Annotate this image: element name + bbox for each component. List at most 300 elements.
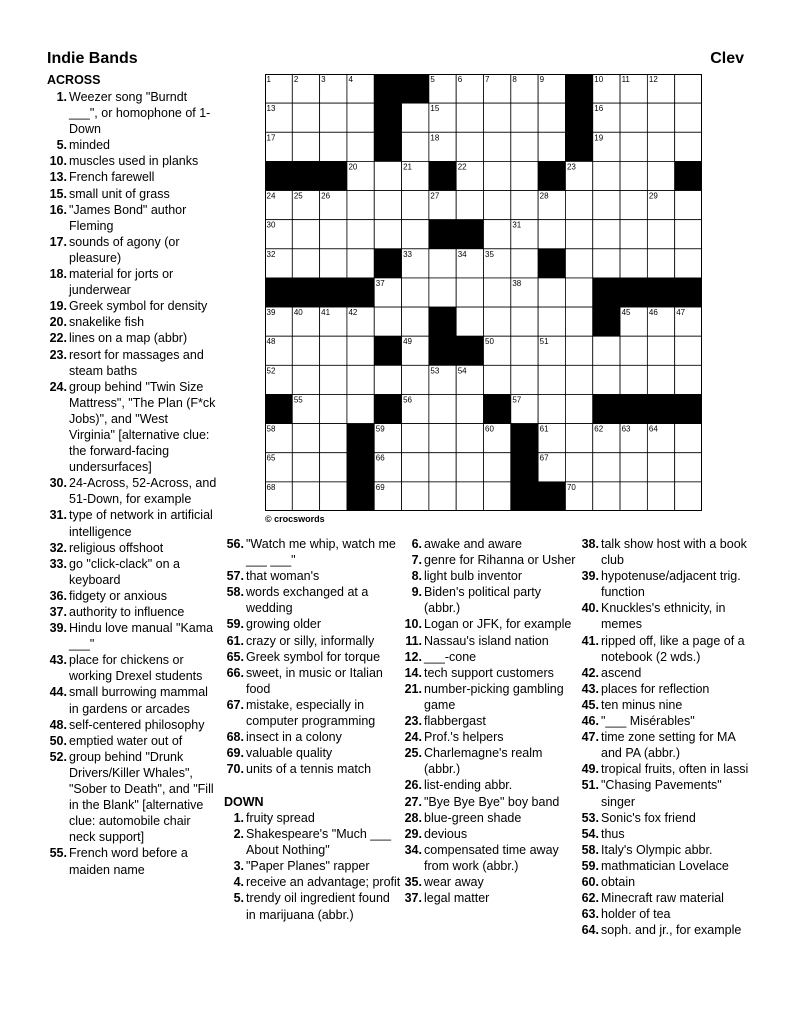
clue-27 bbox=[402, 794, 577, 810]
grid-cell[interactable] bbox=[429, 482, 456, 511]
puzzle-author: Clev bbox=[710, 50, 744, 67]
grid-cell[interactable] bbox=[429, 424, 456, 453]
across-clues-column-2 bbox=[224, 536, 402, 777]
black-square bbox=[620, 394, 647, 423]
grid-cell[interactable] bbox=[511, 103, 538, 132]
clue-70 bbox=[224, 761, 402, 777]
black-square bbox=[620, 278, 647, 307]
clue-text: Hindu love manual "Kama ___" bbox=[69, 621, 214, 652]
grid-cell[interactable] bbox=[538, 394, 565, 423]
grid-cell[interactable] bbox=[620, 103, 647, 132]
clue-text: type of network in artificial intelligence bbox=[69, 508, 213, 539]
grid-cell[interactable] bbox=[347, 336, 374, 365]
clue-number: 28. bbox=[404, 810, 422, 825]
grid-cell[interactable] bbox=[565, 365, 592, 394]
grid-cell[interactable] bbox=[647, 103, 674, 132]
grid-cell[interactable] bbox=[538, 278, 565, 307]
grid-cell[interactable] bbox=[320, 220, 347, 249]
grid-cell[interactable] bbox=[538, 103, 565, 132]
clue-text: soph. and jr., for example bbox=[601, 923, 742, 938]
clue-number: 20. bbox=[49, 315, 67, 330]
cell-number: 42 bbox=[348, 308, 358, 318]
cell-number: 23 bbox=[566, 162, 576, 172]
clue-60 bbox=[579, 874, 749, 890]
clue-39 bbox=[579, 568, 749, 600]
clue-1 bbox=[47, 89, 217, 137]
grid-cell[interactable] bbox=[374, 161, 401, 190]
clue-30 bbox=[47, 475, 217, 507]
cell-number: 3 bbox=[321, 75, 326, 84]
black-square bbox=[675, 278, 702, 307]
grid-cell[interactable] bbox=[647, 336, 674, 365]
cell-number: 61 bbox=[539, 424, 549, 434]
grid-cell[interactable] bbox=[647, 365, 674, 394]
clue-number: 65. bbox=[226, 649, 244, 664]
grid-cell[interactable] bbox=[538, 132, 565, 161]
grid-cell[interactable] bbox=[402, 424, 429, 453]
grid-cell[interactable] bbox=[456, 132, 483, 161]
clue-text: Shakespeare's "Much ___ About Nothing" bbox=[246, 827, 392, 858]
grid-cell[interactable] bbox=[402, 220, 429, 249]
clue-number: 26. bbox=[404, 778, 422, 793]
cell-number: 26 bbox=[321, 191, 331, 201]
clue-text: resort for massages and steam baths bbox=[69, 347, 204, 378]
clue-text: small unit of grass bbox=[69, 186, 170, 201]
black-square bbox=[374, 249, 401, 278]
grid-cell[interactable] bbox=[511, 336, 538, 365]
grid-cell[interactable] bbox=[511, 365, 538, 394]
clue-text: thus bbox=[601, 826, 625, 841]
grid-cell[interactable] bbox=[402, 278, 429, 307]
clue-text: small burrowing mammal in gardens or arcades bbox=[69, 685, 208, 716]
clue-text: genre for Rihanna or Usher bbox=[424, 553, 576, 568]
grid-cell[interactable] bbox=[320, 336, 347, 365]
grid-cell[interactable] bbox=[484, 307, 511, 336]
grid-cell[interactable] bbox=[347, 249, 374, 278]
cell-number: 12 bbox=[648, 75, 658, 84]
grid-cell[interactable] bbox=[429, 453, 456, 482]
grid-cell[interactable] bbox=[320, 482, 347, 511]
grid-cell[interactable] bbox=[402, 307, 429, 336]
grid-cell[interactable] bbox=[484, 365, 511, 394]
grid-cell[interactable] bbox=[320, 249, 347, 278]
clue-number: 7. bbox=[411, 553, 422, 568]
black-square bbox=[292, 278, 319, 307]
clue-number: 30. bbox=[49, 476, 67, 491]
black-square bbox=[374, 74, 401, 103]
clue-text: fruity spread bbox=[246, 811, 315, 825]
grid-cell[interactable] bbox=[511, 161, 538, 190]
clue-text: lines on a map (abbr) bbox=[69, 331, 188, 346]
grid-cell[interactable] bbox=[620, 365, 647, 394]
grid-cell[interactable] bbox=[402, 191, 429, 220]
cell-number: 29 bbox=[648, 191, 658, 201]
clue-51 bbox=[579, 777, 749, 809]
grid-cell[interactable] bbox=[402, 453, 429, 482]
clue-text: flabbergast bbox=[424, 714, 486, 729]
clue-number: 54. bbox=[581, 826, 599, 841]
clue-2 bbox=[224, 826, 402, 858]
cell-number: 40 bbox=[293, 308, 303, 318]
grid-cell[interactable] bbox=[456, 482, 483, 511]
clue-24 bbox=[47, 379, 217, 476]
clue-3 bbox=[224, 858, 402, 874]
grid-cell[interactable] bbox=[347, 394, 374, 423]
clue-text: awake and aware bbox=[424, 537, 522, 551]
clue-number: 39. bbox=[49, 621, 67, 636]
black-square bbox=[265, 161, 292, 190]
cell-number: 43 bbox=[430, 308, 440, 318]
clue-number: 14. bbox=[404, 665, 422, 680]
grid-cell[interactable] bbox=[565, 336, 592, 365]
cell-number: 1 bbox=[266, 75, 271, 84]
grid-cell[interactable] bbox=[347, 103, 374, 132]
grid-cell[interactable] bbox=[565, 424, 592, 453]
grid-cell[interactable] bbox=[374, 220, 401, 249]
clue-36 bbox=[47, 588, 217, 604]
cell-number: 20 bbox=[348, 162, 358, 172]
cell-number: 46 bbox=[648, 308, 658, 318]
clue-6 bbox=[402, 536, 577, 552]
grid-cell[interactable] bbox=[456, 394, 483, 423]
clue-text: Charlemagne's realm (abbr.) bbox=[424, 746, 543, 777]
grid-cell[interactable] bbox=[484, 191, 511, 220]
black-square bbox=[675, 161, 702, 190]
clue-text: Minecraft raw material bbox=[601, 891, 724, 906]
clue-text: Biden's political party (abbr.) bbox=[424, 585, 542, 616]
clue-text: "___ Misérables" bbox=[601, 714, 695, 729]
clue-text: self-centered philosophy bbox=[69, 717, 205, 732]
crossword-grid bbox=[265, 74, 702, 511]
clue-number: 33. bbox=[49, 556, 67, 571]
grid-cell[interactable] bbox=[647, 453, 674, 482]
grid-cell[interactable] bbox=[565, 191, 592, 220]
grid-cell[interactable] bbox=[593, 161, 620, 190]
grid-cell[interactable] bbox=[484, 278, 511, 307]
grid-cell[interactable] bbox=[675, 74, 702, 103]
clue-23 bbox=[47, 347, 217, 379]
clue-number: 38. bbox=[581, 537, 599, 551]
grid-cell[interactable] bbox=[456, 191, 483, 220]
clue-10 bbox=[47, 153, 217, 169]
grid-cell[interactable] bbox=[675, 365, 702, 394]
grid-cell[interactable] bbox=[511, 249, 538, 278]
clue-number: 52. bbox=[49, 749, 67, 764]
black-square bbox=[347, 424, 374, 453]
clue-text: Weezer song "Burndt ___", or homophone of 1-Down bbox=[69, 90, 211, 137]
black-square bbox=[593, 278, 620, 307]
clue-number: 23. bbox=[49, 347, 67, 362]
clue-number: 6. bbox=[411, 537, 422, 551]
grid-cell[interactable] bbox=[484, 103, 511, 132]
grid-cell[interactable] bbox=[593, 191, 620, 220]
black-square bbox=[675, 394, 702, 423]
grid-cell[interactable] bbox=[511, 191, 538, 220]
clue-text: devious bbox=[424, 826, 468, 841]
grid-cell[interactable] bbox=[593, 336, 620, 365]
grid-cell[interactable] bbox=[456, 453, 483, 482]
grid-cell[interactable] bbox=[675, 482, 702, 511]
clue-4 bbox=[224, 874, 402, 890]
cell-number: 44 bbox=[594, 308, 604, 318]
grid-cell[interactable] bbox=[456, 278, 483, 307]
clue-text: Greek symbol for density bbox=[69, 299, 208, 314]
clue-55 bbox=[47, 845, 217, 877]
grid-cell[interactable] bbox=[565, 249, 592, 278]
cell-number: 19 bbox=[594, 133, 604, 143]
clue-59 bbox=[579, 858, 749, 874]
grid-cell[interactable] bbox=[620, 249, 647, 278]
grid-cell[interactable] bbox=[593, 482, 620, 511]
clue-text: insect in a colony bbox=[246, 730, 342, 745]
grid-cell[interactable] bbox=[320, 132, 347, 161]
cell-number: 30 bbox=[266, 220, 276, 230]
clue-number: 69. bbox=[226, 746, 244, 761]
clue-text: trendy oil ingredient found in marijuana (abbr.) bbox=[246, 891, 390, 922]
grid-cell[interactable] bbox=[374, 365, 401, 394]
grid-cell[interactable] bbox=[647, 249, 674, 278]
cell-number: 54 bbox=[457, 366, 467, 376]
clue-number: 57. bbox=[226, 569, 244, 584]
clue-number: 24. bbox=[404, 730, 422, 745]
grid-cell[interactable] bbox=[647, 132, 674, 161]
grid-cell[interactable] bbox=[620, 132, 647, 161]
grid-cell[interactable] bbox=[675, 249, 702, 278]
grid-cell[interactable] bbox=[402, 103, 429, 132]
black-square bbox=[320, 161, 347, 190]
down-heading: DOWN bbox=[224, 795, 264, 809]
grid-cell[interactable] bbox=[456, 307, 483, 336]
clue-text: ___-cone bbox=[424, 649, 477, 664]
grid-cell[interactable] bbox=[565, 220, 592, 249]
grid-cell[interactable] bbox=[484, 161, 511, 190]
grid-cell[interactable] bbox=[484, 132, 511, 161]
grid-cell[interactable] bbox=[347, 132, 374, 161]
grid-cell[interactable] bbox=[402, 482, 429, 511]
grid-cell[interactable] bbox=[347, 365, 374, 394]
clue-text: wear away bbox=[424, 874, 484, 889]
grid-cell[interactable] bbox=[292, 424, 319, 453]
cell-number: 21 bbox=[403, 162, 412, 172]
grid-cell[interactable] bbox=[374, 307, 401, 336]
cell-number: 8 bbox=[512, 75, 517, 84]
grid-cell[interactable] bbox=[565, 307, 592, 336]
grid-cell[interactable] bbox=[620, 161, 647, 190]
grid-cell[interactable] bbox=[292, 249, 319, 278]
grid-cell[interactable] bbox=[675, 191, 702, 220]
clue-65 bbox=[224, 649, 402, 665]
grid-cell[interactable] bbox=[620, 482, 647, 511]
clue-32 bbox=[47, 540, 217, 556]
grid-cell[interactable] bbox=[593, 365, 620, 394]
clue-text: place for chickens or working Drexel students bbox=[69, 653, 203, 684]
black-square bbox=[347, 278, 374, 307]
black-square bbox=[647, 394, 674, 423]
clue-text: crazy or silly, informally bbox=[246, 633, 375, 648]
cell-number: 65 bbox=[266, 453, 276, 463]
grid-cell[interactable] bbox=[593, 249, 620, 278]
clue-number: 43. bbox=[49, 653, 67, 668]
clue-8 bbox=[402, 568, 577, 584]
clue-number: 21. bbox=[404, 681, 422, 696]
grid-cell[interactable] bbox=[593, 453, 620, 482]
clue-39 bbox=[47, 620, 217, 652]
clue-text: compensated time away from work (abbr.) bbox=[424, 842, 559, 873]
clue-text: mathmatician Lovelace bbox=[601, 858, 729, 873]
clue-number: 25. bbox=[404, 746, 422, 761]
black-square bbox=[484, 394, 511, 423]
clue-text: tropical fruits, often in lassi bbox=[601, 762, 749, 777]
clue-text: Knuckles's ethnicity, in memes bbox=[601, 601, 726, 632]
clue-31 bbox=[47, 507, 217, 539]
clue-text: ten minus nine bbox=[601, 697, 683, 712]
grid-cell[interactable] bbox=[675, 453, 702, 482]
grid-cell[interactable] bbox=[675, 132, 702, 161]
grid-cell[interactable] bbox=[538, 220, 565, 249]
cell-number: 56 bbox=[403, 395, 412, 405]
grid-cell[interactable] bbox=[484, 453, 511, 482]
clue-number: 23. bbox=[404, 714, 422, 729]
clue-text: French word before a maiden name bbox=[69, 846, 188, 877]
grid-cell[interactable] bbox=[675, 220, 702, 249]
clue-number: 10. bbox=[404, 617, 422, 632]
grid-cell[interactable] bbox=[320, 424, 347, 453]
grid-cell[interactable] bbox=[402, 365, 429, 394]
clue-14 bbox=[402, 665, 577, 681]
clue-number: 44. bbox=[49, 685, 67, 700]
grid-cell[interactable] bbox=[402, 132, 429, 161]
clue-54 bbox=[579, 826, 749, 842]
grid-cell[interactable] bbox=[292, 453, 319, 482]
grid-cell[interactable] bbox=[647, 161, 674, 190]
grid-cell[interactable] bbox=[320, 365, 347, 394]
clue-text: 24-Across, 52-Across, and 51-Down, for example bbox=[69, 476, 217, 507]
clue-number: 41. bbox=[581, 633, 599, 648]
clue-text: Nassau's island nation bbox=[424, 633, 549, 648]
black-square bbox=[320, 278, 347, 307]
grid-cell[interactable] bbox=[593, 220, 620, 249]
clue-46 bbox=[579, 713, 749, 729]
cell-number: 64 bbox=[648, 424, 658, 434]
grid-cell[interactable] bbox=[647, 482, 674, 511]
grid-cell[interactable] bbox=[347, 220, 374, 249]
clue-number: 56. bbox=[226, 537, 244, 551]
clue-text: "James Bond" author Fleming bbox=[69, 202, 187, 233]
grid-cell[interactable] bbox=[511, 132, 538, 161]
cell-number: 31 bbox=[512, 220, 522, 230]
cell-number: 41 bbox=[321, 308, 331, 318]
grid-cell[interactable] bbox=[292, 336, 319, 365]
grid-cell[interactable] bbox=[538, 365, 565, 394]
black-square bbox=[593, 394, 620, 423]
clue-text: group behind "Drunk Drivers/Killer Whales", "Sober to Death", and "Fill in the Blank" [alternative clue: automobile chair neck support] bbox=[69, 749, 214, 845]
grid-cell[interactable] bbox=[675, 336, 702, 365]
cell-number: 17 bbox=[266, 133, 276, 143]
clue-number: 45. bbox=[581, 697, 599, 712]
grid-cell[interactable] bbox=[675, 424, 702, 453]
black-square bbox=[374, 132, 401, 161]
clue-text: number-picking gambling game bbox=[424, 681, 564, 712]
clue-text: authority to influence bbox=[69, 605, 185, 619]
clue-67 bbox=[224, 697, 402, 729]
across-heading: ACROSS bbox=[47, 73, 101, 87]
grid-cell[interactable] bbox=[347, 191, 374, 220]
grid-cell[interactable] bbox=[292, 482, 319, 511]
grid-cell[interactable] bbox=[538, 307, 565, 336]
cell-number: 55 bbox=[293, 395, 303, 405]
grid-cell[interactable] bbox=[320, 103, 347, 132]
grid-cell[interactable] bbox=[429, 394, 456, 423]
clue-text: tech support customers bbox=[424, 665, 554, 680]
cell-number: 28 bbox=[539, 191, 549, 201]
grid-cell[interactable] bbox=[620, 191, 647, 220]
grid-cell[interactable] bbox=[565, 394, 592, 423]
clue-13 bbox=[47, 169, 217, 185]
clue-text: "Bye Bye Bye" boy band bbox=[424, 794, 560, 809]
grid-cell[interactable] bbox=[320, 453, 347, 482]
grid-cell[interactable] bbox=[456, 103, 483, 132]
clue-50 bbox=[47, 733, 217, 749]
clue-37 bbox=[47, 604, 217, 620]
grid-cell[interactable] bbox=[620, 336, 647, 365]
clue-number: 63. bbox=[581, 907, 599, 922]
grid-cell[interactable] bbox=[429, 249, 456, 278]
grid-cell[interactable] bbox=[320, 394, 347, 423]
grid-cell[interactable] bbox=[484, 220, 511, 249]
clue-text: material for jorts or junderwear bbox=[69, 267, 174, 298]
clue-text: Logan or JFK, for example bbox=[424, 617, 572, 632]
clue-37 bbox=[402, 890, 577, 906]
clue-34 bbox=[402, 842, 577, 874]
clue-1 bbox=[224, 810, 402, 826]
grid-cell[interactable] bbox=[565, 278, 592, 307]
clue-text: sounds of agony (or pleasure) bbox=[69, 234, 180, 265]
grid-cell[interactable] bbox=[429, 278, 456, 307]
black-square bbox=[511, 424, 538, 453]
grid-cell[interactable] bbox=[374, 191, 401, 220]
clue-number: 8. bbox=[411, 569, 422, 584]
grid-cell[interactable] bbox=[292, 103, 319, 132]
grid-cell[interactable] bbox=[620, 453, 647, 482]
cell-number: 63 bbox=[621, 424, 631, 434]
grid-cell[interactable] bbox=[456, 424, 483, 453]
black-square bbox=[511, 453, 538, 482]
grid-cell[interactable] bbox=[620, 220, 647, 249]
clue-number: 53. bbox=[581, 810, 599, 825]
cell-number: 39 bbox=[266, 308, 276, 318]
cell-number: 14 bbox=[375, 104, 385, 114]
clue-text: light bulb inventor bbox=[424, 569, 522, 584]
grid-cell[interactable] bbox=[511, 307, 538, 336]
down-clues-column-3 bbox=[579, 536, 749, 938]
black-square bbox=[538, 161, 565, 190]
cell-number: 45 bbox=[621, 308, 631, 318]
grid-cell[interactable] bbox=[675, 103, 702, 132]
grid-cell[interactable] bbox=[292, 365, 319, 394]
clue-10 bbox=[402, 616, 577, 632]
black-square bbox=[374, 394, 401, 423]
clue-text: "Chasing Pavements" singer bbox=[601, 778, 722, 809]
grid-cell[interactable] bbox=[565, 453, 592, 482]
grid-cell[interactable] bbox=[647, 220, 674, 249]
grid-cell[interactable] bbox=[292, 220, 319, 249]
clue-17 bbox=[47, 234, 217, 266]
grid-cell[interactable] bbox=[484, 482, 511, 511]
grid-cell[interactable] bbox=[292, 132, 319, 161]
clue-number: 60. bbox=[581, 874, 599, 889]
clue-text: ascend bbox=[601, 665, 642, 680]
cell-number: 22 bbox=[457, 162, 467, 172]
